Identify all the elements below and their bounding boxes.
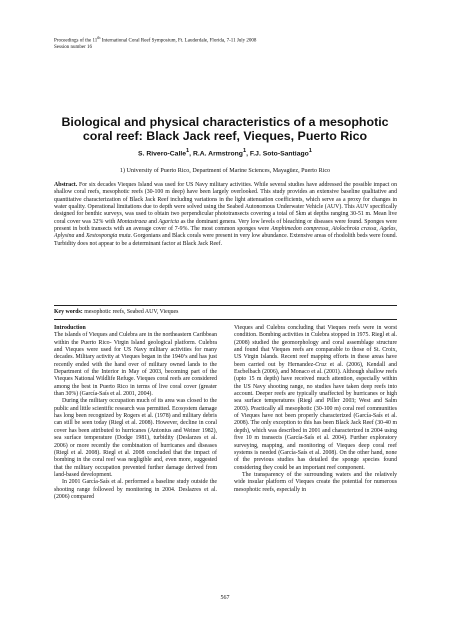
paper-title — [40, 115, 410, 143]
divider-bottom — [54, 319, 397, 320]
affiliation: 1) University of Puerto Rico, Department of Marine Sciences, Mayagüez, Puerto Rico — [119, 168, 331, 174]
body-column-left — [54, 325, 217, 501]
title-line-1: Biological and physical characteristics of a mesophotic — [61, 115, 389, 129]
keywords: Key words: mesophotic reefs, Seabed AUV, Vieques — [54, 309, 179, 315]
proceedings-line: Proceedings of the 11th International Coral Reef Symposium, Ft. Lauderdale, Florida, 7-11 July 2008 — [54, 35, 257, 44]
abstract: Abstract. For six decades Vieques Island was used for US Navy military activities. While several studies have addressed the possible impact on shallow coral reefs, mesophotic reefs (30-100 m deep) have been largely overlooked. This study provides an extensive baseline qualitative and quantitative characterization of Black Jack Reef including variations in the light attenuation coefficients, which serve as a proxy for changes in water quality. Operational limitations due to depth were solved using the Seabed Autonomous Underwater Vehicle (AUV). This AUV specifically designed for benthic surveys, was used to obtain two perpendicular phototransects covering a total of 5km at depths ranging 30-51 m. Mean live coral cover was 32% with Montastraea and Agaricia as the dominant genera. Very low levels of bleaching or diseases were found. Sponges were present in both transects with an average cover of 7-9%. The most common sponges were Amphimedon compressa, Aiolochroia crassa, Agelas, Aplysina and Xestospongia muta. Gorgonians and Black corals were present in very low abundance. Extensive areas of rhodolith beds were found. Turbidity does not appear to be a determinant factor at Black Jack Reef. — [54, 182, 398, 247]
body-paragraph: The transparency of the surrounding waters and the relatively wide insular platform of Vieques create the potential for numerous mesophotic reefs, especially in — [234, 471, 397, 493]
body-paragraph: Vieques and Culebra concluding that Vieques reefs were in worst condition. Bombing activities in Culebra stopped in 1975. Riegl et al. (2008) studied the geomorphology and coral assemblage structure and found that Vieques reefs are comparable to those of St. Croix, US Virgin Islands. Recent reef mapping efforts in these areas have been carried out by Hernandez-Cruz et al. (2006), Kendall and Escbelbach (2006), and Monaco et al. (2001). Although shallow reefs (upto 15 m depth) have received much attention, especially within the US Navy shooting range, no studies have taken deep reefs into account. Deeper reefs are typically unaffected by hurricanes or high sea surface temperatures (Riegl and Piller 2003; West and Salm 2003). Practically all mesophotic (30-100 m) coral reef communities of Vieques have not been properly characterized (García-Saís et al. 2008). The only exception to this has been Black Jack Reef (30-40 m depth), which was described in 2001 and characterized in 2004 using five 10 m transects (García-Saís et al. 2004). Further exploratory surveying, mapping, and monitoring of Vieques deep coral reef systems is needed (García-Saís et al. 2008). On the other hand, none of the previous studies has detailed the sponge species found considering they could be an important reef component. — [234, 325, 397, 471]
proceedings-header — [54, 35, 394, 52]
body-column-right — [234, 325, 397, 494]
abstract-label: Abstract. — [54, 182, 78, 188]
author-name: S. Rivero-Calle — [138, 150, 187, 158]
author-name: F.J. Soto-Santiago — [249, 150, 309, 158]
body-paragraph: The islands of Vieques and Culebra are in the northeastern Caribbean within the Puerto Rico- Virgin Island geological platform. Culebra and Vieques were used for US Navy military activities for many decades. Military activity at Vieques began in the 1940’s and has just recently ended with the hand over of military owned lands to the Department of the Interior in May of 2003, becoming part of the Vieques National Wildlife Refuge. Vieques coral reefs are considered among the best in Puerto Rico in terms of live coral cover (greater than 30%) (García-Saís et al. 2001, 2004). — [54, 332, 217, 398]
body-paragraph: During the military occupation much of its area was closed to the public and little scientific research was permitted. Ecosystem damage has long been recognized by Rogers et al. (1978) and military debris can still be seen today (Riegl et al. 2008). However, decline in coral cover has been attributed to hurricanes (Antonius and Weiner 1982), sea surface temperature (Dodge 1981), turbidity (Deslarzes et al. 2006) or more recently the combination of hurricanes and diseases (Riegl et al. 2008). Riegl et al. 2008 concluded that the impact of bombing in the coral reef was negligible and, even more, suggested that the military occupation prevented further damage derived from land-based development. — [54, 398, 217, 478]
divider-top — [54, 305, 397, 306]
section-heading-introduction: Introduction — [54, 325, 86, 331]
session-number: Session number 16 — [54, 45, 93, 51]
author-list: S. Rivero-Calle$^1$, R.A. Armstrong$^1$, F.J. Soto-Santiago$^1$ — [138, 148, 312, 158]
body-paragraph: In 2001 García-Saís et al. performed a baseline study outside the shooting range followed by monitoring in 2004. Deslazres et al. (2006) compared — [54, 479, 217, 500]
page-number: 567 — [220, 595, 230, 601]
keywords-label: Key words: — [54, 309, 83, 315]
author-name: R.A. Armstrong — [192, 150, 243, 158]
title-line-2: coral reef: Black Jack reef, Vieques, Puerto Rico — [82, 129, 368, 143]
